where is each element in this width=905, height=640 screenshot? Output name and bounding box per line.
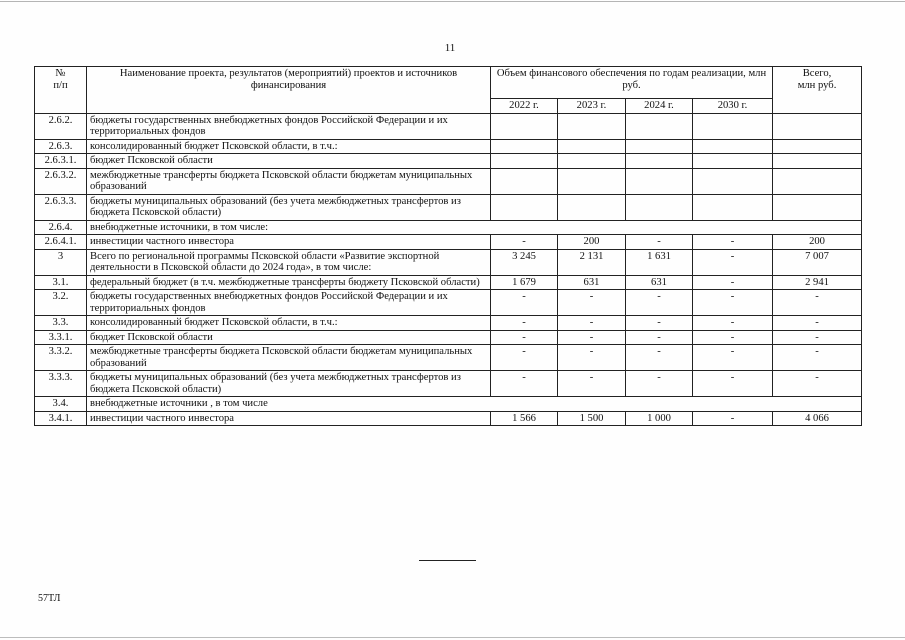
row-number: 2.6.3.2. [35, 168, 87, 194]
row-name: бюджет Псковской области [87, 154, 491, 169]
row-number: 2.6.2. [35, 113, 87, 139]
cell-2030: - [693, 330, 773, 345]
table-row [35, 249, 862, 275]
cell-2023: 2 131 [558, 249, 626, 275]
cell-2024: - [626, 235, 693, 250]
cell-2023 [558, 168, 626, 194]
cell-2030 [693, 113, 773, 139]
cell-2030 [693, 154, 773, 169]
cell-2024 [626, 194, 693, 220]
scan-edge-top [0, 1, 905, 2]
cell-2024: - [626, 345, 693, 371]
table-row [35, 371, 862, 397]
cell-2024 [626, 113, 693, 139]
cell-2024: 631 [626, 275, 693, 290]
row-number: 2.6.3.1. [35, 154, 87, 169]
cell-total [773, 113, 862, 139]
cell-2022: 3 245 [491, 249, 558, 275]
row-name: инвестиции частного инвестора [87, 235, 491, 250]
row-name: федеральный бюджет (в т.ч. межбюджетные трансферты бюджету Псковской области) [87, 275, 491, 290]
row-name: инвестиции частного инвестора [87, 411, 491, 426]
cell-2022 [491, 154, 558, 169]
cell-2030: - [693, 345, 773, 371]
cell-total: 7 007 [773, 249, 862, 275]
cell-2022 [491, 194, 558, 220]
table-row [35, 235, 862, 250]
row-number: 3.3.3. [35, 371, 87, 397]
cell-2030: - [693, 316, 773, 331]
row-number: 3.1. [35, 275, 87, 290]
cell-2030 [693, 194, 773, 220]
row-name: межбюджетные трансферты бюджета Псковской области бюджетам муниципальных образований [87, 168, 491, 194]
cell-total [773, 194, 862, 220]
row-name: бюджеты муниципальных образований (без учета межбюджетных трансфертов из бюджета Псковской области) [87, 371, 491, 397]
cell-2030: - [693, 275, 773, 290]
cell-2030: - [693, 249, 773, 275]
cell-2023: - [558, 290, 626, 316]
table-row [35, 154, 862, 169]
cell-total [773, 139, 862, 154]
row-number: 3.4. [35, 397, 87, 412]
table-row [35, 411, 862, 426]
header-year-2024: 2024 г. [626, 99, 693, 114]
row-name: межбюджетные трансферты бюджета Псковской области бюджетам муниципальных образований [87, 345, 491, 371]
table-row [35, 290, 862, 316]
cell-2030: - [693, 290, 773, 316]
cell-2022: 1 679 [491, 275, 558, 290]
cell-2023: 1 500 [558, 411, 626, 426]
header-row-1 [35, 67, 862, 99]
cell-2023: - [558, 371, 626, 397]
header-total [773, 67, 862, 114]
cell-2024: - [626, 316, 693, 331]
cell-2030: - [693, 371, 773, 397]
table-row [35, 316, 862, 331]
cell-total: - [773, 316, 862, 331]
table-row [35, 220, 862, 235]
row-name: бюджеты государственных внебюджетных фондов Российской Федерации и их территориальных фондов [87, 290, 491, 316]
header-total-label: Всего, млн руб. [797, 68, 837, 91]
cell-2023 [558, 113, 626, 139]
row-name: Всего по региональной программы Псковской области «Развитие экспортной деятельности в Псковской области до 2024 года», в том числе: [87, 249, 491, 275]
cell-2023 [558, 154, 626, 169]
row-number: 2.6.3. [35, 139, 87, 154]
scan-edge-bottom [0, 637, 905, 638]
cell-total: - [773, 330, 862, 345]
cell-2022 [491, 168, 558, 194]
row-number: 3.4.1. [35, 411, 87, 426]
footer-rule [419, 560, 476, 561]
row-number: 3.2. [35, 290, 87, 316]
cell-2022 [491, 139, 558, 154]
row-number: 2.6.3.3. [35, 194, 87, 220]
cell-total: - [773, 290, 862, 316]
cell-2023: - [558, 345, 626, 371]
header-num-label: № п/п [53, 68, 68, 91]
header-name-label: Наименование проекта, результатов (мероприятий) проектов и источников финансирования [119, 68, 458, 91]
row-number: 3 [35, 249, 87, 275]
cell-2024: - [626, 371, 693, 397]
cell-2024: - [626, 290, 693, 316]
row-name: бюджеты муниципальных образований (без учета межбюджетных трансфертов из бюджета Псковской области) [87, 194, 491, 220]
cell-2024 [626, 154, 693, 169]
table-row [35, 139, 862, 154]
row-number: 3.3. [35, 316, 87, 331]
footer-code: 57ТЛ [38, 593, 61, 604]
cell-2030 [693, 139, 773, 154]
row-name: консолидированный бюджет Псковской области, в т.ч.: [87, 139, 491, 154]
header-year-2030: 2030 г. [693, 99, 773, 114]
header-volume [491, 67, 773, 99]
cell-2022 [491, 113, 558, 139]
row-name: бюджет Псковской области [87, 330, 491, 345]
table-row [35, 330, 862, 345]
row-name: внебюджетные источники , в том числе [87, 397, 862, 412]
cell-2023: 631 [558, 275, 626, 290]
cell-2022: - [491, 290, 558, 316]
row-number: 3.3.2. [35, 345, 87, 371]
header-num [35, 67, 87, 114]
row-name: внебюджетные источники, в том числе: [87, 220, 862, 235]
table-row [35, 275, 862, 290]
cell-2023 [558, 139, 626, 154]
table-row [35, 194, 862, 220]
cell-2023: 200 [558, 235, 626, 250]
cell-2022: - [491, 371, 558, 397]
header-year-2023: 2023 г. [558, 99, 626, 114]
row-number: 2.6.4.1. [35, 235, 87, 250]
table-row [35, 168, 862, 194]
cell-2022: - [491, 235, 558, 250]
cell-2030: - [693, 411, 773, 426]
cell-2024 [626, 168, 693, 194]
cell-2022: - [491, 316, 558, 331]
table-row [35, 345, 862, 371]
cell-total: 2 941 [773, 275, 862, 290]
cell-2024: - [626, 330, 693, 345]
row-name: бюджеты государственных внебюджетных фондов Российской Федерации и их территориальных фондов [87, 113, 491, 139]
cell-2022: - [491, 345, 558, 371]
cell-2023: - [558, 316, 626, 331]
cell-2023: - [558, 330, 626, 345]
row-name: консолидированный бюджет Псковской области, в т.ч.: [87, 316, 491, 331]
cell-2024: 1 631 [626, 249, 693, 275]
cell-2022: 1 566 [491, 411, 558, 426]
cell-total: - [773, 371, 862, 397]
header-volume-label: Объем финансового обеспечения по годам реализации, млн руб. [496, 68, 767, 91]
cell-total [773, 168, 862, 194]
page-number: 11 [444, 42, 456, 54]
table-row [35, 113, 862, 139]
cell-2024 [626, 139, 693, 154]
table-row [35, 397, 862, 412]
row-number: 3.3.1. [35, 330, 87, 345]
cell-2030 [693, 168, 773, 194]
cell-2023 [558, 194, 626, 220]
cell-2024: 1 000 [626, 411, 693, 426]
cell-total: 200 [773, 235, 862, 250]
cell-total: - [773, 345, 862, 371]
cell-total: 4 066 [773, 411, 862, 426]
header-year-2022: 2022 г. [491, 99, 558, 114]
row-number: 2.6.4. [35, 220, 87, 235]
cell-2030: - [693, 235, 773, 250]
table-body [35, 113, 862, 426]
cell-2022: - [491, 330, 558, 345]
cell-total [773, 154, 862, 169]
financing-table [34, 66, 862, 426]
header-name [87, 67, 491, 114]
